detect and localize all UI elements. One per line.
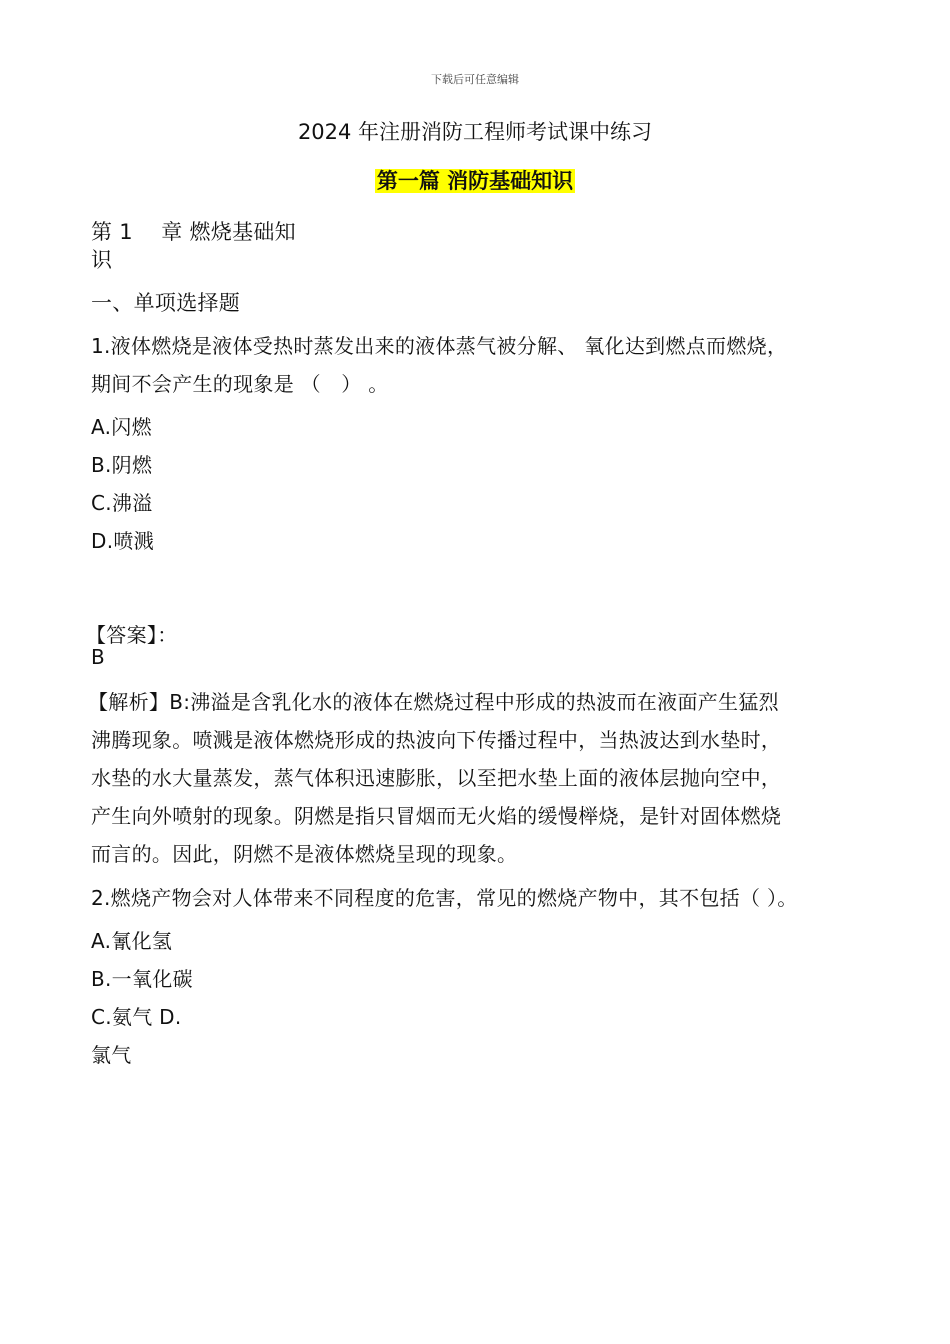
question-2-option-a: A.氰化氢 — [91, 929, 173, 953]
question-1-line2: 期间不会产生的现象是 （ ） 。 — [91, 372, 389, 396]
question-1-option-c: C.沸溢 — [91, 491, 153, 515]
analysis-line2: 沸腾现象。喷溅是液体燃烧形成的热波向下传播过程中，当热波达到水垫时， — [91, 728, 782, 752]
question-1-option-d: D.喷溅 — [91, 529, 154, 553]
header-note: 下载后可任意编辑 — [431, 73, 519, 86]
analysis-line5: 而言的。因此，阴燃不是液体燃烧呈现的现象。 — [91, 842, 518, 866]
question-1-option-b: B.阴燃 — [91, 453, 153, 477]
answer-value: B — [91, 645, 106, 669]
question-2-option-d-continued: 氯气 — [91, 1043, 132, 1067]
chapter-heading-line1: 第 1 章 燃烧基础知 — [91, 220, 296, 244]
analysis-line1: 【解析】B:沸溢是含乳化水的液体在燃烧过程中形成的热波而在液面产生猛烈 — [88, 690, 779, 714]
question-1-line1: 1.液体燃烧是液体受热时蒸发出来的液体蒸气被分解、 氧化达到燃点而燃烧， — [91, 334, 788, 358]
part-title — [0, 165, 950, 195]
question-2-line1: 2.燃烧产物会对人体带来不同程度的危害，常见的燃烧产物中，其不包括（ ）。 — [91, 886, 798, 910]
analysis-line3: 水垫的水大量蒸发，蒸气体积迅速膨胀，以至把水垫上面的液体层抛向空中， — [91, 766, 782, 790]
answer-label: 【答案】： — [86, 623, 178, 647]
part-title-text: 第一篇 消防基础知识 — [376, 169, 574, 193]
chapter-heading-line2: 识 — [91, 248, 113, 272]
question-1-option-a: A.闪燃 — [91, 415, 152, 439]
question-2-option-b: B.一氧化碳 — [91, 967, 193, 991]
document-title: 2024 年注册消防工程师考试课中练习 — [297, 120, 653, 144]
question-2-option-c-d: C.氨气 D. — [91, 1005, 182, 1029]
section-heading: 一、单项选择题 — [91, 291, 241, 315]
analysis-line4: 产生向外喷射的现象。阴燃是指只冒烟而无火焰的缓慢榉烧，是针对固体燃烧 — [91, 804, 782, 828]
